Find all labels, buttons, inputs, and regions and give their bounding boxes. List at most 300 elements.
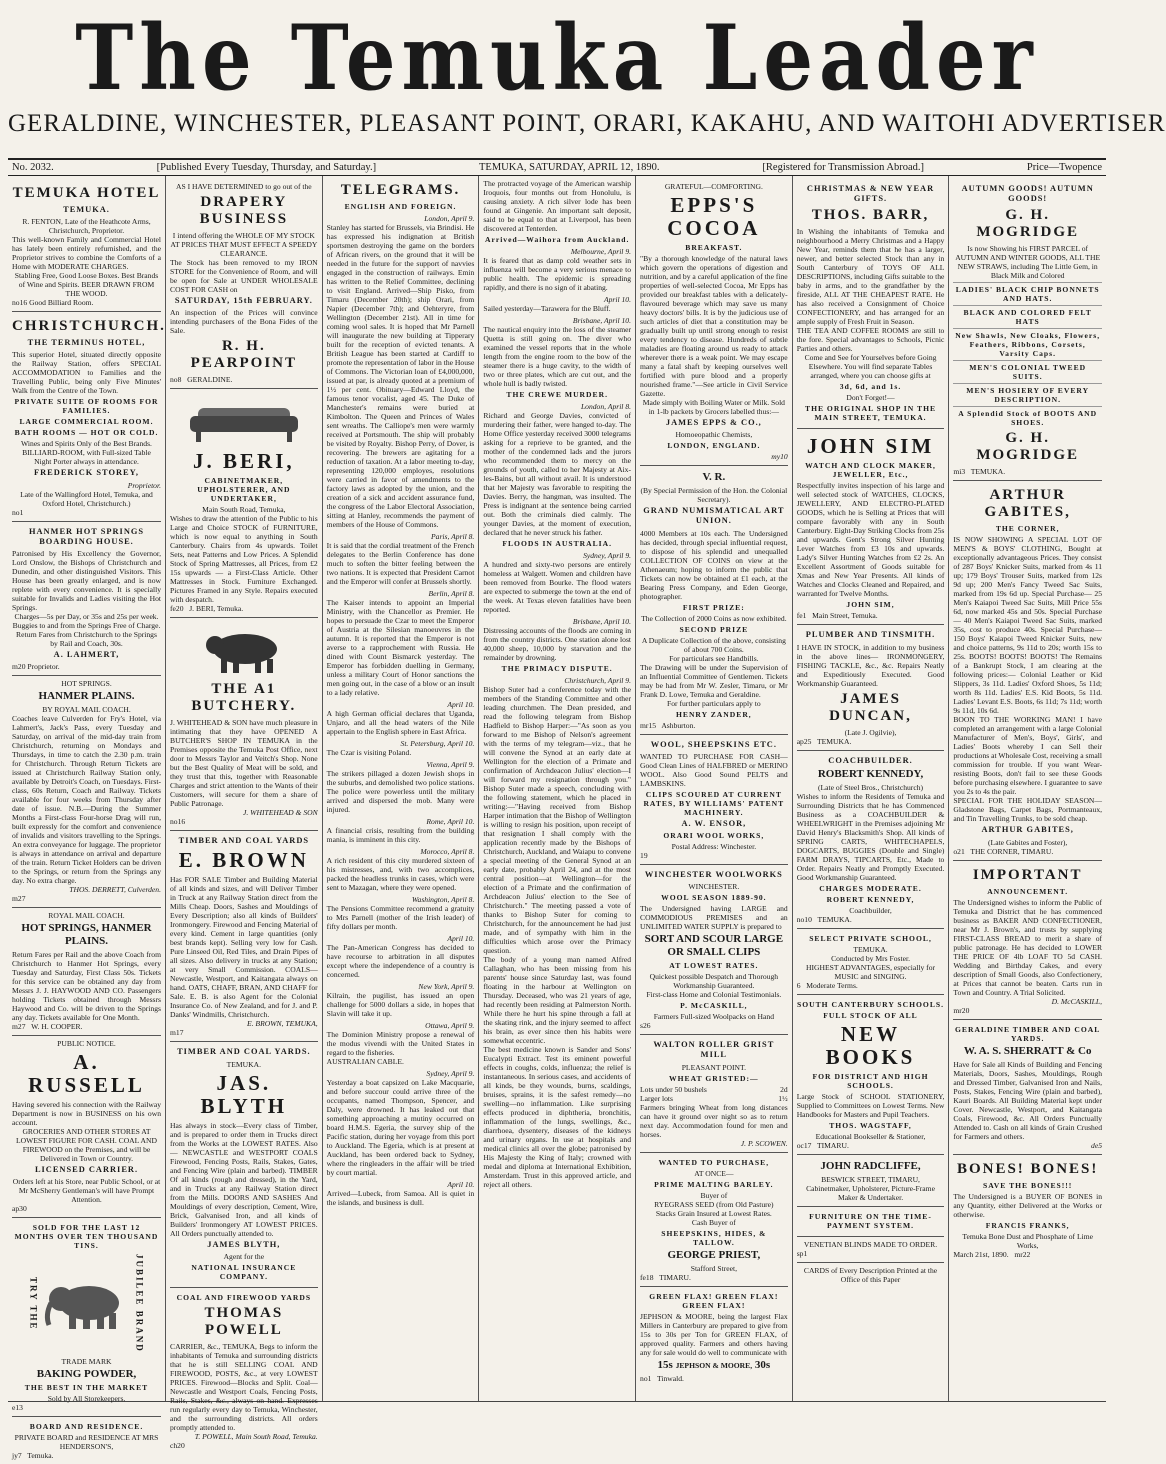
news-dateline: April 10. [447, 934, 475, 943]
ad-body: HIGHEST ADVANTAGES, especially for MUSIC and SINGING. [806, 962, 936, 981]
ad-side-text: JUBILEE BRAND [134, 1254, 145, 1354]
ad-line: CHARGES MODERATE. [819, 883, 922, 893]
section-subtitle: ENGLISH AND FOREIGN. [344, 202, 457, 211]
ad-body: I HAVE IN STOCK, in addition to my business in the above lines— IRONMONGERY, FISHING TACKLE, &c., &c. Repairs Neatly and Expeditiously Executed. Good Workmanship Guaranteed. [796, 642, 945, 688]
ad-town: TEMUKA. [853, 944, 888, 954]
ad-line: Late of the Wallingford Hotel, Temuka, and Oxford Hotel, Christchurch.) [20, 489, 153, 508]
ad-footer-text: Good Billiard Room. [29, 298, 94, 308]
ad-line: SATURDAY, 15th FEBRUARY. [174, 296, 313, 305]
ad-james-duncan [797, 625, 945, 750]
ad-line: An inspection of the Prices will convince intending purchasers of the Bona Fides of the Sale. [170, 308, 318, 336]
ad-title: G. H. MOGRIDGE [976, 207, 1080, 241]
ad-line: First-class Home and Colonial Testimonials. [646, 990, 782, 1000]
ad-line: PRIVATE SUITE OF ROOMS FOR FAMILIES. [14, 397, 159, 416]
ad-title: TIMBER AND COAL YARDS. [177, 1047, 311, 1057]
ad-footer [170, 375, 318, 384]
ad-subtitle: TEMUKA. [63, 205, 110, 214]
news-dateline: London, April 9. [424, 214, 475, 223]
ad-title: J. BERI, [193, 449, 295, 474]
ad-body: Patronised by His Excellency the Governor, Lord Onslow, the Bishops of Christchurch and Dunedin, and other distinguished Visitors. This House has been greatly enlarged, and is now replete with every convenience. It is specially suitable for Invalids and Ladies visiting the Hot Springs. [12, 549, 161, 613]
news-text: The protracted voyage of the American warship Iroquois, four months out from Honolulu, is causing anxiety. A rich silver lode has been found at Gingenie. An important salt deposit, said to be equal to that at Liverpool, has been discovered at Tenterden. [483, 179, 632, 233]
ad-price: 15s [657, 1358, 673, 1371]
ad-footer [797, 737, 945, 746]
ad-signoff: J. WHITEHEAD & SON [243, 808, 318, 818]
ad-product: Temuka Bone Dust and Phosphate of Lime Works, [962, 1231, 1094, 1250]
ad-body: "By a thorough knowledge of the natural laws which govern the operations of digestion and nutrition, and by a careful application of the fine properties of well-selected Cocoa, Mr Epps has provided our breakfast tables with a delicately-flavoured beverage which may save us many heavy doctors' bills. It is by the judicious use of such articles of diet that a constitution may be gradually built up until strong enough to resist every tendency to disease. Hundreds of subtle maladies are floating around us ready to attack wherever there is a weak point. We may escape many a fatal shaft by keeping ourselves well fortified with pure blood and a properly nourished frame."—See article in Civil Service Gazette. [640, 254, 788, 398]
price-value: 2d [780, 1084, 788, 1094]
ad-line: AT LOWEST RATES. [669, 961, 759, 971]
ad-line: AT ONCE— [694, 1168, 734, 1178]
news-dateline: London, April 8. [580, 402, 632, 411]
ad-town: WINCHESTER. [688, 882, 740, 892]
price-value: 1½ [778, 1093, 788, 1103]
news-heading: THE PRIMACY DISPUTE. [501, 664, 613, 673]
ad-footer [12, 298, 161, 307]
ad-signoff: J. BERI, Temuka. [189, 604, 244, 614]
ad-subtitle: BY ROYAL MAIL COACH. [42, 705, 131, 715]
ad-line: LARGE COMMERCIAL ROOM. [19, 417, 154, 427]
ad-trade: CABINETMAKER, UPHOLSTERER, AND UNDERTAKER, [197, 476, 291, 504]
news-dateline: Paris, April 8. [431, 532, 475, 541]
news-text: It is feared that as damp cold weather sets in influenza will become a very serious menace to public health. The epidemic is spreading rapidly, and there is no sign of it abating. [483, 256, 632, 292]
ad-line: FIRST PRIZE: [682, 602, 745, 612]
ad-town: TIMARU. [659, 1272, 691, 1282]
news-dateline: Christchurch, April 9. [564, 676, 632, 685]
ad-owner: JAS. BLYTH [200, 1070, 288, 1118]
news-text: The Kaiser intends to appoint an Imperial Ministry, with the Chancellor as Premier. He hopes to persuade the Czar to meet the Emperor of Austria at the Silesian manoeuvres in the autumn. It is reported that the Emperor is not averse to a rapprochement with Russia. He dined with Count Bismarck yesterday. The Emperor has forbidden duelling in Germany, unless a military Court of Honor sanctions the men going out, in the case of a blow or an insult to a lady relative. [326, 598, 475, 697]
ad-body: Coaches leave Culverden for Fry's Hotel, via Lahmert's, Jack's Pass, every Tuesday and Saturday, on arrival of the mid-day train from Christchurch, returning on Mondays and Thursdays, in time to catch the 2.30 p.m. train for Christchurch. Through Return Tickets are issued at Christchurch Railway Station only, available by Detroit's Coach, on Tuesdays. First-class, 60s Return, Coach and Railway. Tickets available for four weeks from Thursday after date of issue. N.B.—During the Summer Months a First-class Four-horse Drag will run, built expressly for the comfort and convenience of invalids and visitors travelling to the Springs. An extra conveyance for luggage. The proprietor is always in attendance on arrival and departure of the train. Return Ticket Holders can be driven to the Springs, or return from the Springs any day. No extra charge. [12, 714, 161, 886]
ad-title: COAL AND FIREWOOD YARDS [176, 1292, 312, 1302]
ad-artwork [12, 1254, 161, 1353]
ad-title: EPPS'S COCOA [667, 193, 761, 240]
ad-price: 30s [754, 1358, 771, 1371]
ad-ref: m27 [12, 1022, 26, 1032]
ad-title: BONES! BONES! [956, 1160, 1099, 1177]
ad-footer [640, 721, 788, 730]
ad-agent: Agent for the [223, 1251, 265, 1261]
ad-artwork [170, 396, 318, 446]
ad-owner: ROBERT KENNEDY, [817, 767, 924, 780]
news-dateline: Morocco, April 8. [420, 847, 475, 856]
ad-town: TEMUKA. [226, 1059, 262, 1069]
ad-line: BATH ROOMS — HOT OR COLD. [14, 428, 159, 438]
ad-line: For particulars see Handbills. [669, 653, 759, 663]
ad-baking-powder [12, 1218, 161, 1417]
ad-subtitle: THE CORNER, [995, 524, 1060, 534]
ad-line: SHEEPSKINS, HIDES, & TALLOW. [661, 1228, 767, 1247]
ad-line: The Collection of 2000 Coins as now exhibited. [641, 613, 787, 623]
ad-body: Wishes to draw the attention of the Public to his Large and Choice STOCK of FURNITURE, which is now equal to anything in South Canterbury. Chairs from 4s upwards. Toilet Sets, neat Patterns and Low Prices. A Splendid Stock of Spring Mattresses, all Prices, from £2 15s upwards — a First-Class Article. Other Mattresses in Stock. Furniture Exchanged. Pictures Framed in any Style. Repairs executed with despatch. [170, 514, 318, 605]
ad-subtitle: ANNOUNCEMENT. [987, 886, 1069, 896]
news-dateline: Brisbane, April 10. [572, 617, 632, 626]
ad-ref: m17 [170, 1028, 184, 1038]
ad-ref: mi3 [953, 467, 966, 477]
ad-wool-ensor [640, 735, 788, 865]
ad-john-radcliffe [797, 1155, 945, 1207]
ad-title: FURNITURE ON THE TIME-PAYMENT SYSTEM. [809, 1211, 932, 1230]
couch-icon [184, 396, 304, 446]
ad-title: DRAPERY BUSINESS [199, 194, 289, 227]
ad-ref: mr22 [1014, 1249, 1031, 1259]
ad-town: TEMUKA. [817, 914, 852, 924]
ad-body: Has FOR SALE Timber and Building Material of all kinds and sizes, and will Deliver Timber in Truck at any Railway Station direct from the Mills Cheap. Doors, Sashes and Mouldings of Every Description; also all kinds of Builders' Ironmongery. Firewood and Fencing Material of every kind. Cement in large quantities (only best brands kept). Selling very low for Cash. Pure Linseed Oil, Red Tiles, and Drain Pipes of all sizes. Also delivery in trucks at any Station; at very Small Commission. COALS—Newcastle, Westport, and Kaitangata always on hand. OATS, CHAFF, BRAN, AND CHAFF for Sale. E. B. is also Agent for the Colonial Insurance Co. of New Zealand, and for J. and P. Danks' Windmills, Christchurch. [170, 875, 318, 1020]
ad-ref: de5 [1091, 1140, 1103, 1150]
ad-line: SPECIAL FOR THE HOLIDAY SEASON— Gladstone Bags, Carpet Bags, Portmanteaux, and Tin Travelling Trunks, to be sold cheap. [953, 796, 1103, 824]
ad-mogridge [953, 179, 1102, 481]
ad-line: THE TEA AND COFFEE ROOMS are still to the fore. Special advantages to Schools, Picnic Parties and others. [796, 326, 945, 354]
ad-ref: oc17 [796, 1140, 812, 1150]
item-list [953, 282, 1102, 427]
price-label: Larger lots [640, 1093, 673, 1103]
ad-owner: W. A. S. SHERRATT & Co [963, 1044, 1092, 1057]
news-text: The body of a young man named Alfred Callaghan, who has been missing from his parents' house since Saturday last, was found floating in the harbour at Wellington on Thursday. Deceased, who was 21 years of age, had recently been residing at Palmerston North. While there he hurt his spine through a fall at the skating rink, and the injury seemed to affect his brain, as ever since then his habits were somewhat eccentric. [483, 955, 632, 1045]
ad-signoff: ARTHUR GABITES, [981, 825, 1074, 835]
list-item: MEN'S HOSIERY OF EVERY DESCRIPTION. [953, 383, 1102, 404]
ad-address: BESWICK STREET, TIMARU, [821, 1174, 920, 1184]
ad-title: WINCHESTER WOOLWORKS [644, 870, 783, 880]
ad-line: Quickest possible Despatch and Thorough Workmanship Guaranteed. [649, 972, 779, 991]
ad-line: Orders left at his Store, near Public School, or at Mr McSherry Gentleman's will have Prompt Attention. [12, 1177, 161, 1205]
ad-body: Having severed his connection with the Railway Department is now in BUSINESS on his own account. [12, 1100, 161, 1128]
ad-footer [953, 467, 1102, 476]
ad-thos-barr [797, 179, 945, 429]
column-4 [479, 176, 636, 1401]
ad-line: FULL STOCK OF ALL [823, 1010, 918, 1020]
price-label: Lots under 50 bushels [640, 1084, 707, 1094]
newspaper-title: The Temuka Leader [75, 6, 1039, 111]
column-3 [323, 176, 480, 1401]
ad-title: GRAND NUMISMATICAL ART UNION. [643, 506, 785, 526]
news-dateline: St. Petersburg, April 10. [400, 739, 475, 748]
ad-title: HANMER HOT SPRINGS BOARDING HOUSE. [28, 526, 145, 546]
ad-title: PLUMBER AND TINSMITH. [805, 630, 936, 640]
list-item: A Splendid Stock of BOOTS AND SHOES. [953, 406, 1102, 427]
ad-title: BOARD AND RESIDENCE. [29, 1422, 144, 1432]
ad-ref: mr20 [953, 1005, 970, 1015]
news-text: Distressing accounts of the floods are coming in from the country districts. One station alone lost 40,000 sheep, 10,000 by starvation and the remainder by drowning. [483, 626, 632, 662]
ad-art-union [640, 466, 788, 734]
ad-line: (Late J. Ogilvie), [844, 727, 897, 737]
ad-wagstaff [797, 995, 945, 1155]
ad-artwork [170, 625, 318, 677]
issue-date: TEMUKA, SATURDAY, APRIL 12, 1890. [479, 162, 660, 173]
news-text: The Czar is visiting Poland. [326, 748, 412, 757]
news-dateline: April 10. [604, 295, 632, 304]
ad-vr: V. R. [702, 471, 726, 484]
ad-ref: fe1 [796, 611, 807, 621]
ad-title: WANTED TO PURCHASE, [658, 1157, 770, 1167]
news-text: Arrived—Lubeck, from Samoa. All is quiet in the islands, and business is dull. [326, 1189, 475, 1207]
publication-note: [Published Every Tuesday, Thursday, and Saturday.] [156, 162, 377, 173]
news-dateline: Berlin, April 8. [428, 589, 475, 598]
ad-winchester-woolworks [640, 865, 788, 1035]
ad-robert-kennedy [797, 751, 945, 929]
ad-owner-role: Proprietor. [127, 480, 161, 490]
news-text: It is said that the cordial treatment of the French delegates to the Berlin Conference has done much to soften the bitter feeling between the two nations. It is expected that President Carnot and the Emperor will confer at Brussels shortly. [326, 541, 475, 586]
elephant-icon [39, 1275, 135, 1333]
ad-date: March 21st, 1890. [953, 1249, 1009, 1259]
ad-owner: A. LAHMERT, [53, 650, 120, 660]
ad-ref: no16 [12, 298, 28, 308]
ad-royal-mail [12, 908, 161, 1036]
ad-signoff: W. H. COOPER. [31, 1022, 83, 1032]
ad-title: SELECT PRIVATE SCHOOL, [809, 933, 932, 943]
ad-hanmer-boarding [12, 522, 161, 677]
ad-line: Return Fares from Christchurch to the Springs by Rail and Coach, 30s. [16, 630, 157, 649]
ad-role: Proprietor. [27, 662, 60, 672]
ad-subtitle: FOR DISTRICT AND HIGH SCHOOLS. [812, 1071, 929, 1090]
ad-line: Night Porter always in attendance. [34, 457, 139, 467]
ad-owner: JOHN SIM, [846, 600, 895, 610]
news-list [327, 214, 475, 1207]
ad-ref: ap30 [12, 1204, 27, 1214]
ad-kicker: ROYAL MAIL COACH. [48, 911, 125, 921]
ad-line: Charges—5s per Day, or 35s and 25s per week. [14, 612, 159, 622]
ad-line: Buyer of [700, 1190, 728, 1200]
ad-headline: AUTUMN GOODS! AUTUMN GOODS! [961, 184, 1094, 204]
ad-signoff: ROBERT KENNEDY, [826, 894, 915, 904]
ad-line: SECOND PRIZE [679, 624, 749, 634]
ad-arthur-gabites [953, 481, 1102, 860]
ad-subtitle: SAVE THE BONES!!! [983, 1180, 1073, 1190]
news-text: A financial crisis, resulting from the building mania, is imminent in this city. [326, 826, 475, 844]
columns [8, 176, 1106, 1461]
news-text: AUSTRALIAN CABLE. [326, 1057, 404, 1066]
news-text: The nautical enquiry into the loss of the steamer Quetta is still going on. The diver who examined the vessel reports that in the whole length from the engine room to the bow of the steamer there is a huge cavity, to the width of two or three plates, which are cut out, and the whole hull is badly twisted. [483, 325, 632, 388]
ad-kicker: SOUTH CANTERBURY SCHOOLS. [797, 999, 945, 1009]
news-dateline: Ottawa, April 9. [425, 1021, 475, 1030]
ad-line: A Duplicate Collection of the above, consisting of about 700 Coins. [641, 635, 786, 654]
ad-beri [170, 389, 318, 618]
ad-signoff: JAMES BLYTH, [207, 1239, 281, 1249]
ad-line: Postal Address: Winchester. [671, 842, 757, 852]
ad-role: Homoeopathic Chemists, [675, 430, 753, 440]
ad-board-residence [12, 1417, 161, 1464]
news-dateline: Rome, April 10. [426, 817, 475, 826]
ad-owner: E. BROWN [178, 848, 309, 873]
ad-body: 4000 Members at 10s each. The Undersigned has decided, through special influential request, to dispose of his splendid and unequalled COLLECTION OF COINS on view at the Athenaeum; hoping to inform the public that Tickets can now be obtained at £1 each, at the Bearing Press Company, and Eden George, photographer. [640, 528, 788, 601]
masthead [8, 4, 1166, 154]
ad-body: CARDS of Every Description Printed at the Office of this Paper [803, 1265, 938, 1284]
ad-ref: jy7 [12, 1451, 22, 1461]
ad-line: GROCERIES AND OTHER STORES AT LOWEST FIGURE FOR CASH. COAL AND FIREWOOD on the Premises, and will be Delivered in Town or Country. [16, 1127, 157, 1164]
ad-trade-mark: TRADE MARK [61, 1357, 112, 1367]
news-heading: Arrived—Waihora from Auckland. [484, 235, 630, 244]
section-title: TELEGRAMS. [340, 182, 461, 198]
ad-town: Tinwald. [656, 1373, 684, 1383]
ad-sherratt [953, 1020, 1102, 1155]
ad-footer [797, 1141, 945, 1150]
ad-body: This superior Hotel, situated directly opposite the Railway Station, offers SPECIAL ACCOMMODATION to Families and the Travelling Public, being only Five Minutes' Walk from the Centre of the Town. [12, 350, 161, 396]
ad-body: Large Stock of SCHOOL STATIONERY, Supplied to Committees on Lowest Terms. New Handbooks for Masters and Pupil Teachers. [796, 1091, 945, 1119]
ad-title: JOHN RADCLIFFE, [820, 1159, 921, 1172]
ad-ref: no1 [640, 1373, 652, 1383]
ad-owner: JAMES DUNCAN, [829, 690, 912, 724]
ad-claim: THE BEST IN THE MARKET [24, 1383, 149, 1393]
ad-ref: m20 [12, 662, 26, 672]
ad-ref: 6 [796, 980, 801, 990]
ad-owner: FREDERICK STOREY, [34, 468, 139, 478]
ad-title: ARTHUR GABITES, [984, 487, 1071, 521]
ad-line: Wines and Spirits Only of the Best Brands. [21, 439, 152, 449]
ad-body: Farmers bringing Wheat from long distances can have it ground over night so as to return next day. Accommodation found for men and horses. [640, 1102, 788, 1139]
ad-ref: no16 [170, 817, 186, 827]
ad-address: Main Street, Temuka. [812, 611, 878, 621]
price-list [640, 1085, 788, 1103]
ad-side-text: TRY THE [28, 1277, 39, 1331]
ad-title: TIMBER AND COAL YARDS [178, 836, 310, 846]
ad-body: Return Fares per Rail and the above Coach from Christchurch to Hanmer Hot Springs, every Tuesday and Saturday, First Class 50s. Tickets for this service can be obtained any day from Messrs J. J. HAYWOOD AND CO. Passengers holding Tickets obtained through Messrs Haywood and Co. will be driven to the Springs any day. Tickets available for One Month. [12, 950, 161, 1023]
ad-title: NEW BOOKS [825, 1021, 916, 1069]
ad-body: IS NOW SHOWING A SPECIAL LOT OF MEN'S & BOYS' CLOTHING, Bought at exceptionally advantageous Prices. They consist of 287 Boys' Knicker Suits, marked from 4s 11 up; 179 Boys' Trouser Suits, marked from 12s 9d up; 200 Men's Fancy Tweed Sac Suits, marked from 19s 6d up. Special Purchase— 25 Men's Kaiapoi Tweed Sac Suits, Mill Price 55s 6d, now marked 45s and 50s. Special Purchase— 40 Men's Kaiapoi Tweed Sac Suits, marked 35s, cost to produce 40s. Special Purchase— 150 Boys' Kaiapoi Tweed Knicker Suits, new and choice patterns, 9s 11d to 20s; worth 15s to 25s. BOOTS! BOOTS! BOOTS! The Remains of a Bankrupt Stock, I am clearing at the following prices:— Colonial Leather or Kid Slippers, 3s 11d. Ladies' Oxford Shoes, 5s 11d; worth 8s 11d. Ladies' E.S. Kid Boots, 5s 11d. Ladies' Levant E.S. Boots, 6s 11d; 7s 11d; worth 9s 11d, 10s 6d. [953, 535, 1103, 716]
ad-owner: R. H. PEARPOINT [190, 338, 297, 372]
ad-owner: A. W. ENSOR, [681, 818, 747, 828]
ad-footer [797, 611, 945, 620]
price: Price—Twopence [1026, 162, 1102, 173]
news-text: Kilrain, the pugilist, has issued an open challenge for 5000 dollars a side, in hopes that Slavin will take it up. [326, 991, 475, 1018]
ad-ref: no10 [796, 914, 812, 924]
ad-body: J. WHITEHEAD & SON have much pleasure in intimating that they have OPENED A BUTCHER'S SHOP IN TEMUKA in the Premises opposite the Temuka Post Office, next door to Messrs Taylor and Veitch's Shop. None but the Best Quality of Meat will be sold, and they trust that this, together with Reasonable Charges and strict attention to the Wants of their Customers, will secure for them a share of Public Patronage. [170, 718, 318, 809]
ad-ref: fe20 [170, 604, 184, 614]
ad-permission: (By Special Permission of the Hon. the Colonial Secretary). [640, 486, 788, 505]
price-row [640, 1085, 788, 1094]
ad-body: JEPHSON & MOORE, being the largest Flax Millers in Canterbury are prepared to give from 15s to 30s per Ton for GREEN FLAX, of approved quality. Farmers and others having any for sale would do well to communicate with [640, 1311, 788, 1357]
ad-epps-cocoa [640, 179, 788, 466]
ad-title: HANMER PLAINS. [38, 690, 135, 703]
ad-town: GERALDINE. [187, 375, 233, 385]
ad-proprietor: R. FENTON, Late of the Heathcote Arms, Christchurch, Proprietor. [22, 217, 151, 236]
ad-owner: THOS. WAGSTAFF, [829, 1120, 912, 1130]
ad-furniture-time-payment [797, 1207, 945, 1237]
ad-ref: o21 [953, 846, 965, 856]
news-heading: FLOODS IN AUSTRALIA. [502, 539, 613, 548]
price-row [640, 1094, 788, 1103]
ad-footer [640, 1273, 788, 1282]
ad-line: ORARI WOOL WORKS, [663, 831, 765, 841]
ad-body: The Undersigned wishes to inform the Public of Temuka and District that he has commenced business as BAKER AND CONFECTIONER, near Mr J. Brown's, and trusts by supplying FIRST-CLASS BREAD to merit a share of public patronage. He has decided to LOWER THE PRICE OF 4lb LOAF TO 5d CASH. Wedding and Birthday Cakes, and every description of Small Goods, also Confectionery, at Prices that cannot be beaten. Carts run in Town and Country. A Trial Solicited. [953, 897, 1103, 997]
ad-owner: J. P. SCOWEN. [740, 1138, 788, 1148]
ad-footer [797, 915, 945, 924]
ad-line: Buggies to and from the Springs Free of Charge. [12, 621, 161, 631]
ad-owner: FRANCIS FRANKS, [985, 1220, 1070, 1230]
list-item: MEN'S COLONIAL TWEED SUITS. [953, 360, 1102, 381]
news-text: A hundred and sixty-two persons are entirely homeless at Walgett. Women and children have been removed from Bourke. The flood waters are expected to submerge the town at the end of the week. At Texas eleven fatalities have been reported. [483, 560, 632, 614]
ad-owner: THOS. BARR, [811, 207, 930, 224]
ad-line: BOON TO THE WORKING MAN! I have completed an arrangement with a large Colonial Manufacturer of Men's, Boys', Girls', and Ladies' Boots whereby I can Sell their productions at Wholesale Cost, receiving a small commission for trouble. If you want Wear-resisting Boots, don't fail to see these Goods before purchasing elsewhere. I guarantee to save you 2s to 4s the pair. [953, 715, 1103, 797]
ad-trade: WATCH AND CLOCK MAKER, JEWELLER, Etc., [805, 461, 936, 480]
ad-signoff: THOS. DERRETT, Culverden. [69, 885, 161, 895]
ad-line: The Stock has been removed to my IRON STORE for the Convenience of Room, and will be open for Sale at UNDER WHOLESALE COST FOR CASH on [170, 258, 318, 294]
news-dateline: Vienna, April 9. [426, 760, 475, 769]
ad-line: Sold by All Storekeepers. [47, 1394, 126, 1404]
ad-john-sim [797, 429, 945, 625]
news-text: The Pan-American Congress has decided to have recourse to arbitration in all disputes except where the independence of a country is concerned. [326, 943, 475, 979]
list-item: New Shawls, New Cloaks, Flowers, Feathers, Ribbons, Corsets, Varsity Caps. [953, 328, 1102, 358]
ad-ref: ap25 [796, 736, 812, 746]
ad-body: I intend offering the WHOLE OF MY STOCK AT PRICES THAT MUST EFFECT A SPEEDY CLEARANCE. [170, 231, 318, 258]
ad-town: Ashburton. [661, 720, 696, 730]
news-text: A high German official declares that Uganda, Unjaro, and all the head waters of the Nile appertain to the English sphere in East Africa. [326, 709, 475, 736]
news-dateline: Sydney, April 9. [426, 1069, 475, 1078]
ad-line: Stacks Grain Insured at Lowest Rates. [655, 1208, 772, 1218]
column-5 [636, 176, 793, 1401]
ad-title: SOLD FOR THE LAST 12 MONTHS OVER TEN THOUSAND TINS. [14, 1223, 159, 1251]
ad-footer [953, 847, 1102, 856]
ad-ref: m27 [12, 894, 26, 904]
news-dateline: Sydney, April 9. [583, 551, 632, 560]
ad-kicker: PUBLIC NOTICE. [57, 1039, 116, 1049]
ad-maker: JAMES EPPS & CO., [665, 418, 762, 427]
ad-temuka-hotel [12, 179, 161, 312]
ad-company: NATIONAL INSURANCE COMPANY. [191, 1262, 297, 1281]
registered-note: [Registered for Transmission Abroad.] [762, 162, 924, 173]
ad-owner: P. McCASKILL, [680, 1001, 748, 1011]
ad-line: RYEGRASS SEED (from Old Pasture) [654, 1199, 774, 1209]
ad-title: A. RUSSELL [28, 1050, 145, 1098]
news-text: The strikers pillaged a dozen Jewish shops in the suburbs, and demolished two police stations. The police were powerless until the military arrived and dispersed the mob. Many were injured. [326, 769, 475, 814]
news-text: The Pensions Committee recommend a gratuity to Mrs Parnell (mother of the Irish leader) of fifty dollars per month. [326, 904, 475, 931]
ad-ref: s26 [640, 1021, 651, 1031]
news-text: The Dominion Ministry propose a renewal of the modus vivendi with the United States in regard to the fisheries. [326, 1030, 475, 1057]
ad-body: Respectfully invites inspection of his large and well selected stock of WATCHES, CLOCKS, JEWELLERY, AND ELECTRO-PLATED GOODS, which he is Selling at Prices that will compare favorably with any in South Canterbury. Eight-Day Striking Clocks from 25s and upwards. Gent's Strong Silver Hunting Lever Watches from £3 10s and upwards. Lady's Silver Hunting Watches from £2 2s. An Excellent Assortment of Goods suitable for Xmas and New Year Presents. All kinds of Watches and Clocks Cleaned and Repaired, and warranted for Twelve Months. [796, 481, 945, 599]
ad-town: TIMARU. [817, 1140, 849, 1150]
ad-t-powell [170, 1288, 318, 1454]
ad-line: The Drawing will be under the Supervision of an Influential Committee of Gentlemen. Tickets may be had from Mr W. Zesler, Timaru, or Mr Frank D. Lowe, Temuka and Geraldine. [640, 662, 788, 699]
ad-owner: HENRY ZANDER, [675, 709, 752, 719]
ad-address: Stafford Street, [690, 1263, 737, 1273]
ad-line: 3d, 6d, and 1s. [839, 382, 902, 392]
news-text: A rich resident of this city murdered sixteen of his mistresses, and, with two accomplices, packed the headless trunks in cases, which were sent to Mazagan, where they were opened. [326, 856, 475, 892]
ad-footer [640, 1374, 788, 1383]
ad-line: CLIPS SCOURED AT CURRENT RATES, BY WILLIAMS' PATENT MACHINERY. [643, 789, 785, 817]
ad-title: JOHN SIM [806, 434, 935, 459]
ad-line: WHEAT GRISTED:— [669, 1073, 759, 1083]
news-text: The best medicine known is Sander and Sons' Eucalypti Extract. Test its eminent powerful effects in coughs, colds, influenza; the relief is instantaneous. In serious cases, and accidents of all kinds, be they wounds, burns, scaldings, bruises, sprains, it is the safest remedy—no swelling—no inflammation. Like surprising effects produced in diphtheria, bronchitis, inflammation of the lungs, swellings, &c., diarrhoea, dysentery, diseases of the kidneys and urinary organs. In use at hospitals and medical clinics all over the globe; patronised by His Majesty the King of Italy; crowned with medal and diploma at International Exhibition, Amsterdam. Trust in this approved article, and reject all others. [483, 1045, 632, 1189]
ad-line: For further particulars apply to [667, 698, 761, 708]
bull-icon [199, 625, 289, 677]
ad-title: HOT SPRINGS, HANMER PLAINS. [21, 922, 152, 948]
ad-town: PLEASANT POINT. [681, 1062, 746, 1072]
ad-address: THE ORIGINAL SHOP IN THE MAIN STREET, TEMUKA. [805, 404, 937, 423]
ad-drapery [170, 179, 318, 389]
ad-body: In Wishing the inhabitants of Temuka and neighbourhood a Merry Christmas and a Happy New Year, reminds them that he has a larger, newer, and better selected Stock than any in South Canterbury of TOYS OF ALL DESCRIPTIONS, including Gifts suitable to the baby in arms, and to the grandfather by the fireside, ALL AT THE CHEAPEST RATE. He has also received a Consignment of Choice CONFECTIONERY, and has arranged for an ample supply of Fresh Fruit in Season. [796, 227, 945, 327]
ad-subtitle: BREAKFAST. [685, 243, 743, 252]
column-7 [949, 176, 1106, 1401]
ad-ref: no1 [12, 507, 24, 517]
ad-footer [12, 1022, 161, 1031]
ad-body: PRIVATE BOARD and RESIDENCE AT MRS HENDERSON'S, [14, 1433, 159, 1452]
news-text: Yesterday a boat capsized on Lake Macquarie, and before succour could arrive three of the occupants, named Thompson, Spencer, and Daly, were drowned. It has leaked out that something approaching a mutiny occurred on board H.M.S. Egeria, the survey ship of the Pacific station, during her voyage from this port to Auckland. The Egeria, which is at present at Auckland, has been ordered back to Sydney, where the ringleaders in the affair will be tried by court martial. [326, 1078, 475, 1177]
ad-line: WOOL SEASON 1889-90. [661, 893, 767, 903]
ad-price-row [640, 1359, 788, 1372]
ad-a1-butchery [170, 618, 318, 831]
news-dateline: New York, April 9. [418, 982, 475, 991]
column-6 [793, 176, 950, 1401]
ad-ref: e13 [12, 1403, 23, 1413]
ad-e-brown [170, 831, 318, 1042]
ad-body: Have for Sale all Kinds of Building and Fencing Materials, Doors, Sashes, Mouldings, Rough and Dressed Timber, Galvanised Iron and Nails, Posts, Stakes, Fencing Wire (plain and barbed), Kauri Boards. All Building Material kept under Cover. Newcastle, Westport, and Kaitangata Coals, Firewood, &c. All Orders Punctually Attended to. Cash on all kinds of Grain Crushed for Farmers and others. [953, 1059, 1103, 1141]
ad-grist-mill [640, 1035, 788, 1152]
ad-city: LONDON, ENGLAND. [667, 441, 761, 451]
ad-fees: Moderate Terms. [806, 980, 858, 990]
ad-title: CHRISTCHURCH. [12, 318, 166, 335]
ad-title: WOOL, SHEEPSKINS ETC. [650, 739, 777, 749]
ad-line: Made simply with Boiling Water or Milk. Sold in 1-lb packets by Grocers labelled thus:— [642, 398, 785, 416]
ad-ref: no8 [170, 375, 182, 385]
ad-signoff: T. POWELL, Main South Road, Temuka. [194, 1431, 318, 1441]
news-text: Bishop Suter had a conference today with the members of the Standing Committee and other leading churchmen. The Dean presided, and read the following telegram from Bishop Hadfield to Bishop Harper:—"As soon as you forward to me Bishop of Nelson's agreement with the terms of my telegram—viz., that he will convene the Synod at an early date at Wellington for the election of a Primate and confirmation of Archdeacon Julius' election—I will forward my resignation through you." Bishop Suter made a speech, concluding with the following statement, which he placed in writing:—"Having received from Bishop Harper intimation that the Bishop of Wellington is willing to resign his position, upon receipt of that resignation I shall comply with the application recently made by the Bishops of Christchurch, Auckland, and Waiapu to convene a special meeting of the General Synod at an early date, probably April 24, and at the most central position—at Wellington—for the election of a Primate and the confirmation of Archdeacon Julius' election to the See of Christchurch." The meeting passed a vote of thanks to Bishop Suter for coming to Christchurch, for the announcement he had just made, and of sympathy with him in the difficulties which arose over the Primacy question. [483, 685, 632, 955]
ad-kicker: AS I HAVE DETERMINED to go out of the [175, 182, 312, 191]
